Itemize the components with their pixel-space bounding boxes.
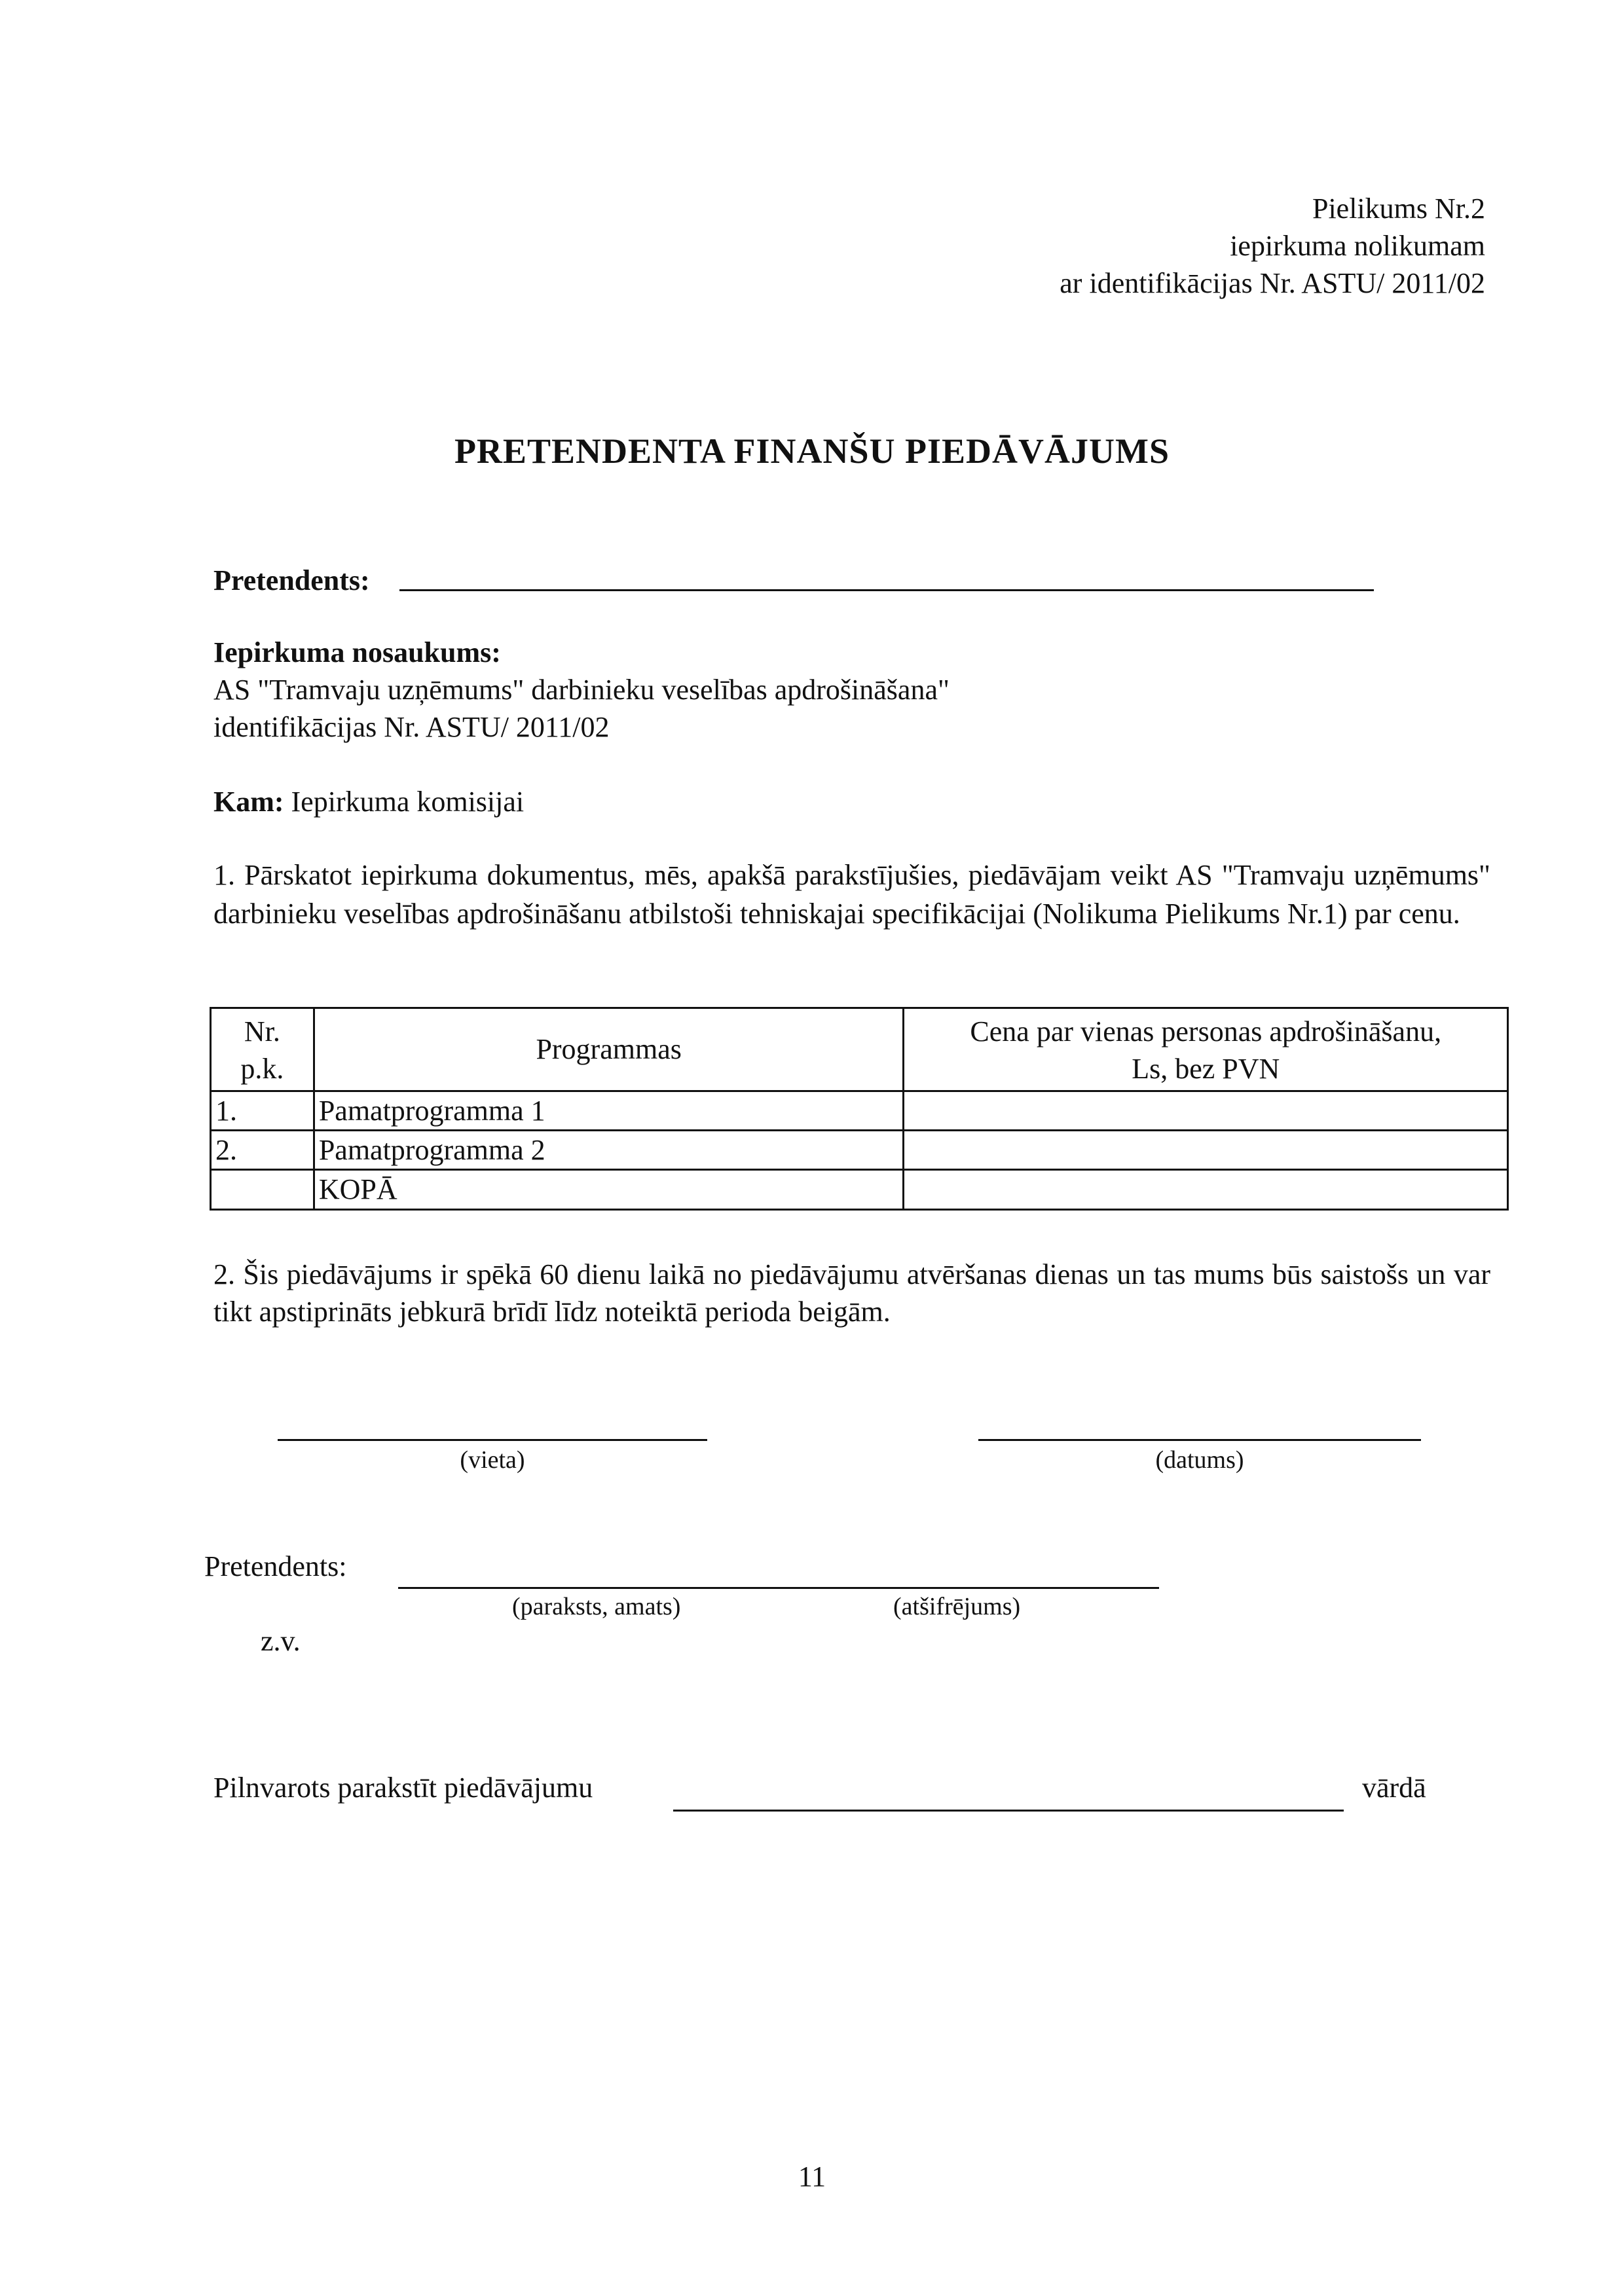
table-row [211, 1131, 1508, 1170]
annex-header [1060, 190, 1485, 302]
row-nr: 1. [211, 1091, 314, 1131]
header-nr: Nr. p.k. [211, 1008, 314, 1091]
procurement-name: AS "Tramvaju uzņēmums" darbinieku veselības apdrošināšana" [213, 674, 950, 706]
row-nr: 2. [211, 1131, 314, 1170]
row-program: Pamatprogramma 2 [314, 1131, 904, 1170]
table-row-total [211, 1170, 1508, 1209]
row-price-cell[interactable] [904, 1131, 1508, 1170]
annex-identification: ar identifikācijas Nr. ASTU/ 2011/02 [1060, 267, 1485, 300]
procurement-block [213, 634, 950, 746]
authorized-name-line[interactable] [673, 1810, 1344, 1812]
row-program: Pamatprogramma 1 [314, 1091, 904, 1131]
on-behalf-label: vārdā [1362, 1772, 1426, 1804]
row-price-cell[interactable] [904, 1091, 1508, 1131]
decipher-caption: (atšifrējums) [893, 1593, 1021, 1620]
seal-place-label: z.v. [261, 1625, 301, 1657]
authorized-label: Pilnvarots parakstīt piedāvājumu [213, 1772, 593, 1804]
header-programmas: Programmas [314, 1008, 904, 1091]
pretendents-label: Pretendents: [213, 564, 370, 596]
document-title: PRETENDENTA FINANŠU PIEDĀVĀJUMS [454, 431, 1170, 471]
signature-input-line[interactable] [398, 1587, 1159, 1589]
place-caption: (vieta) [460, 1446, 525, 1474]
price-table [210, 1007, 1509, 1211]
recipient-label: Kam: [213, 786, 284, 818]
date-input-line[interactable] [978, 1439, 1421, 1441]
recipient-value: Iepirkuma komisijai [284, 786, 525, 818]
page-number: 11 [798, 2160, 826, 2193]
date-caption: (datums) [1155, 1446, 1244, 1474]
procurement-label: Iepirkuma nosaukums: [213, 636, 501, 668]
signature-caption: (paraksts, amats) [512, 1593, 681, 1620]
annex-subtitle: iepirkuma nolikumam [1230, 230, 1485, 263]
row-nr [211, 1170, 314, 1209]
row-price-cell[interactable] [904, 1170, 1508, 1209]
recipient-line [213, 783, 524, 820]
signatory-label: Pretendents: [204, 1550, 347, 1582]
header-cena: Cena par vienas personas apdrošināšanu, Ls, bez PVN [904, 1008, 1508, 1091]
row-program: KOPĀ [314, 1170, 904, 1209]
annex-number: Pielikums Nr.2 [1312, 192, 1485, 225]
table-row [211, 1091, 1508, 1131]
offer-paragraph-1: 1. Pārskatot iepirkuma dokumentus, mēs, apakšā parakstījušies, piedāvājam veikt AS "Tramvaju uzņēmums" darbinieku veselības apdrošināšanu atbilstoši tehniskajai specifikācijai (Nolikuma Pielikums Nr.1) par cenu. [213, 859, 1490, 930]
table-header-row [211, 1008, 1508, 1091]
offer-paragraph-2: 2. Šis piedāvājums ir spēkā 60 dienu laikā no piedāvājumu atvēršanas dienas un tas mums būs saistošs un var tikt apstiprināts jebkurā brīdī līdz noteiktā perioda beigām. [213, 1258, 1490, 1328]
procurement-identification: identifikācijas Nr. ASTU/ 2011/02 [213, 711, 610, 744]
pretendents-input-line[interactable] [399, 589, 1374, 591]
place-input-line[interactable] [278, 1439, 707, 1441]
